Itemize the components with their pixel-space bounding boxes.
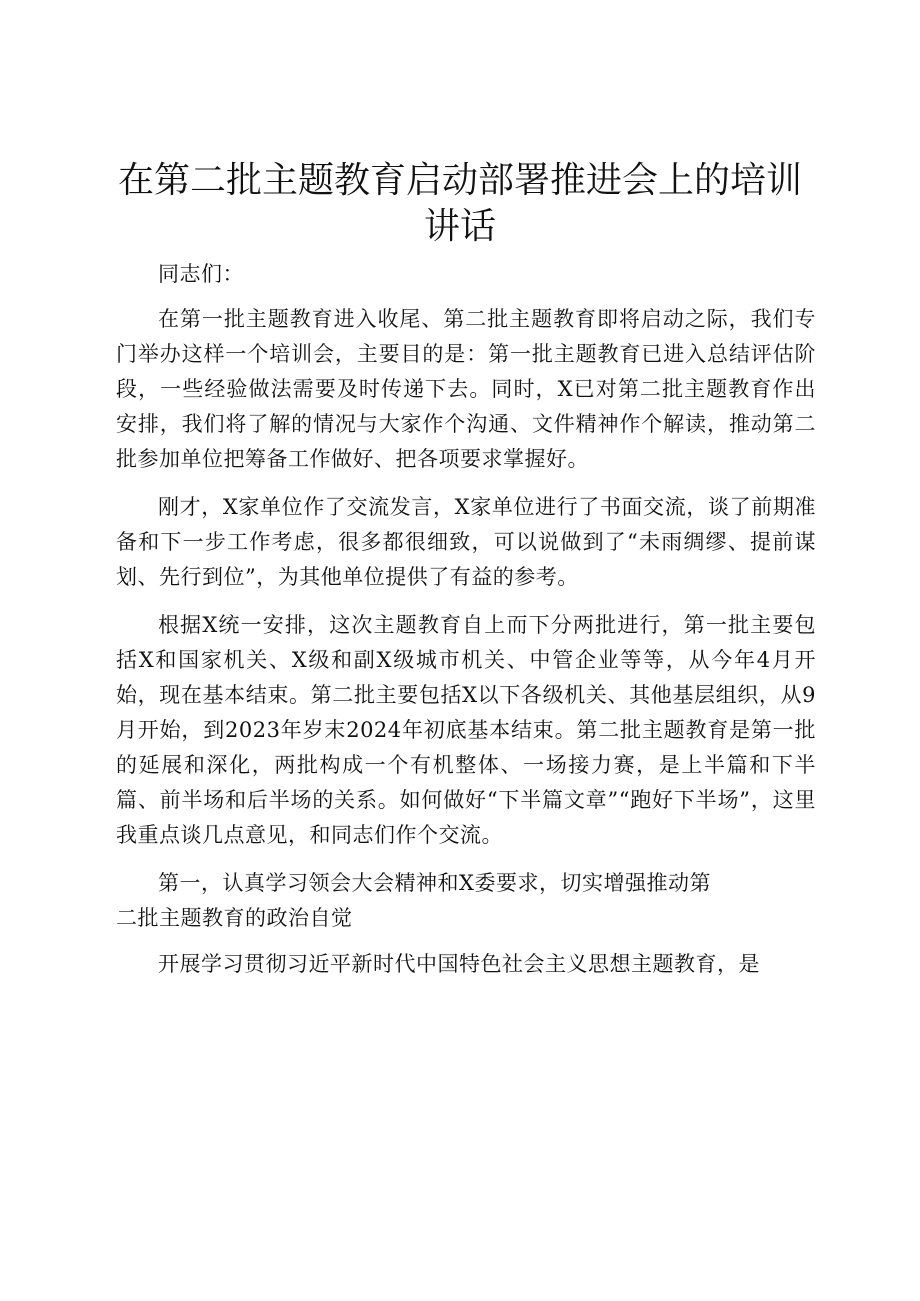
section-heading: [116, 866, 816, 936]
document-body: [116, 258, 816, 982]
paragraph-2: 刚才，X家单位作了交流发言，X家单位进行了书面交流，谈了前期准备和下一步工作考虑，很多都很细致，可以说做到了“未雨绸缪、提前谋划、先行到位”，为其他单位提供了有益的参考。: [116, 495, 816, 589]
section-heading-line-1: 第一，认真学习领会大会精神和X委要求，切实增强推动第: [158, 871, 711, 895]
paragraph-4: 开展学习贯彻习近平新时代中国特色社会主义思想主题教育，是: [158, 952, 760, 976]
document-title: 在第二批主题教育启动部署推进会上的培训讲话: [117, 160, 802, 247]
paragraph-1: 在第一批主题教育进入收尾、第二批主题教育即将启动之际，我们专门举办这样一个培训会，主要目的是：第一批主题教育已进入总结评估阶段，一些经验做法需要及时传递下去。同时，X已对第二批主题教育作出安排，我们将了解的情况与大家作个沟通、文件精神作个解读，推动第二批参加单位把筹备工作做好、把各项要求掌握好。: [116, 307, 816, 471]
salutation: 同志们：: [158, 262, 244, 286]
section-heading-line-2: 二批主题教育的政治自觉: [116, 906, 353, 930]
paragraph-3: 根据X统一安排，这次主题教育自上而下分两批进行，第一批主要包括X和国家机关、X级和副X级城市机关、中管企业等等，从今年4月开始，现在基本结束。第二批主要包括X以下各级机关、其他基层组织，从9月开始，到2023年岁末2024年初底基本结束。第二批主题教育是第一批的延展和深化，两批构成一个有机整体、一场接力赛，是上半篇和下半篇、前半场和后半场的关系。如何做好“下半篇文章”“跑好下半场”，这里我重点谈几点意见，和同志们作个交流。: [116, 613, 816, 847]
